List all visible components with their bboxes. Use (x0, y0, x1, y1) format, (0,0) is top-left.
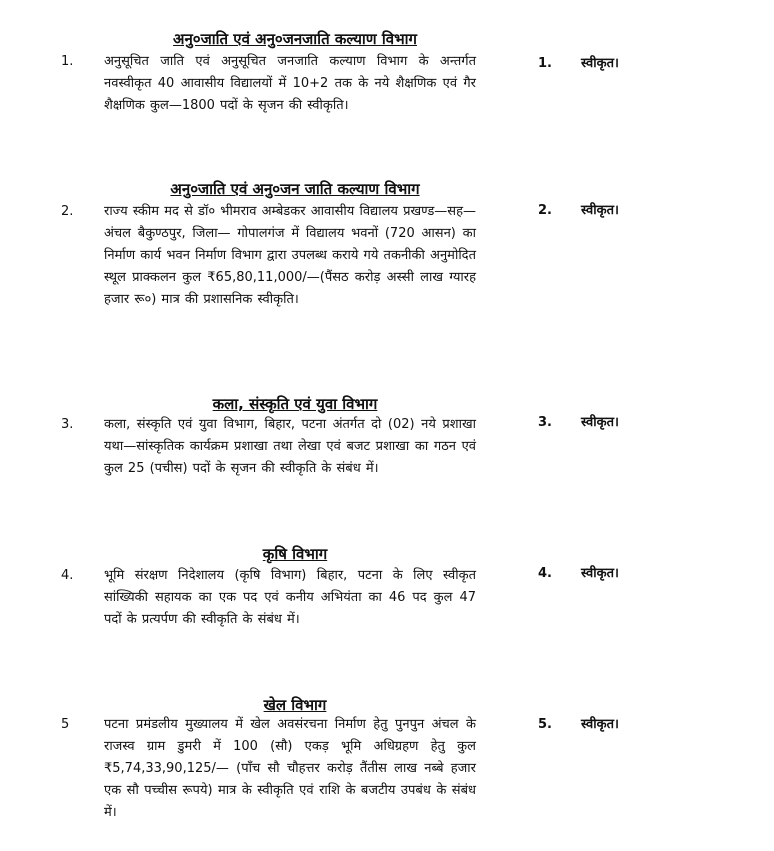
decision-number: 1. (538, 56, 552, 71)
item-description: राज्य स्कीम मद से डॉ० भीमराव अम्बेडकर आवासीय विद्यालय प्रखण्ड—सह—अंचल बैकुण्ठपुर, जिला— गोपालगंज में विद्यालय भवनों (720 आसन) का निर्माण कार्य भवन निर्माण विभाग द्वारा उपलब्ध कराये गये तकनीकी अनुमोदित स्थूल प्राक्कलन कुल ₹65,80,11,000/—(पैंसठ करोड़ अस्सी लाख ग्यारह हजार रू०) मात्र की प्रशासनिक स्वीकृति। (104, 204, 476, 307)
item-number: 5 (61, 717, 70, 732)
item-number: 1. (61, 54, 74, 69)
item-description: भूमि संरक्षण निदेशालय (कृषि विभाग) बिहार, पटना के लिए स्वीकृत सांख्यिकी सहायक का एक पद एवं कनीय अभियंता का 46 पद कुल 47 पदों के प्रत्यर्पण की स्वीकृति के संबंध में। (104, 568, 476, 627)
item-description: कला, संस्कृति एवं युवा विभाग, बिहार, पटना अंतर्गत दो (02) नये प्रशाखा यथा—सांस्कृतिक कार्यक्रम प्रशाखा तथा लेखा एवं बजट प्रशाखा का गठन एवं कुल 25 (पचीस) पदों के सृजन की स्वीकृति के संबंध में। (104, 417, 476, 476)
department-heading: कला, संस्कृति एवं युवा विभाग (212, 395, 378, 413)
decision-status: स्वीकृत। (581, 415, 619, 430)
decision-status: स्वीकृत। (581, 566, 619, 581)
item-number: 4. (61, 568, 74, 583)
item-description: पटना प्रमंडलीय मुख्यालय में खेल अवसंरचना निर्माण हेतु पुनपुन अंचल के राजस्व ग्राम डुमरी में 100 (सौ) एकड़ भूमि अधिग्रहण हेतु कुल ₹5,74,33,90,125/— (पाँच सौ चौहत्तर करोड़ तैंतीस लाख नब्बे हजार एक सौ पच्चीस रूपये) मात्र के स्वीकृति एवं राशि के बजटीय उपबंध के संबंध में। (104, 717, 476, 820)
item-number: 2. (61, 204, 74, 219)
item-number: 3. (61, 417, 74, 432)
decision-status: स्वीकृत। (581, 203, 619, 218)
decision-number: 4. (538, 566, 552, 581)
department-heading: खेल विभाग (263, 696, 327, 714)
department-heading: अनु०जाति एवं अनु०जन जाति कल्याण विभाग (170, 180, 420, 198)
decision-number: 3. (538, 415, 552, 430)
decision-number: 5. (538, 717, 552, 732)
decision-status: स्वीकृत। (581, 717, 619, 732)
department-heading: अनु०जाति एवं अनु०जनजाति कल्याण विभाग (173, 30, 417, 48)
department-heading: कृषि विभाग (262, 545, 328, 563)
decision-number: 2. (538, 203, 552, 218)
decision-status: स्वीकृत। (581, 56, 619, 71)
item-description: अनुसूचित जाति एवं अनुसूचित जनजाति कल्याण विभाग के अन्तर्गत नवस्वीकृत 40 आवासीय विद्यालयों में 10+2 तक के नये शैक्षणिक एवं गैर शैक्षणिक कुल—1800 पदों के सृजन की स्वीकृति। (104, 54, 476, 113)
